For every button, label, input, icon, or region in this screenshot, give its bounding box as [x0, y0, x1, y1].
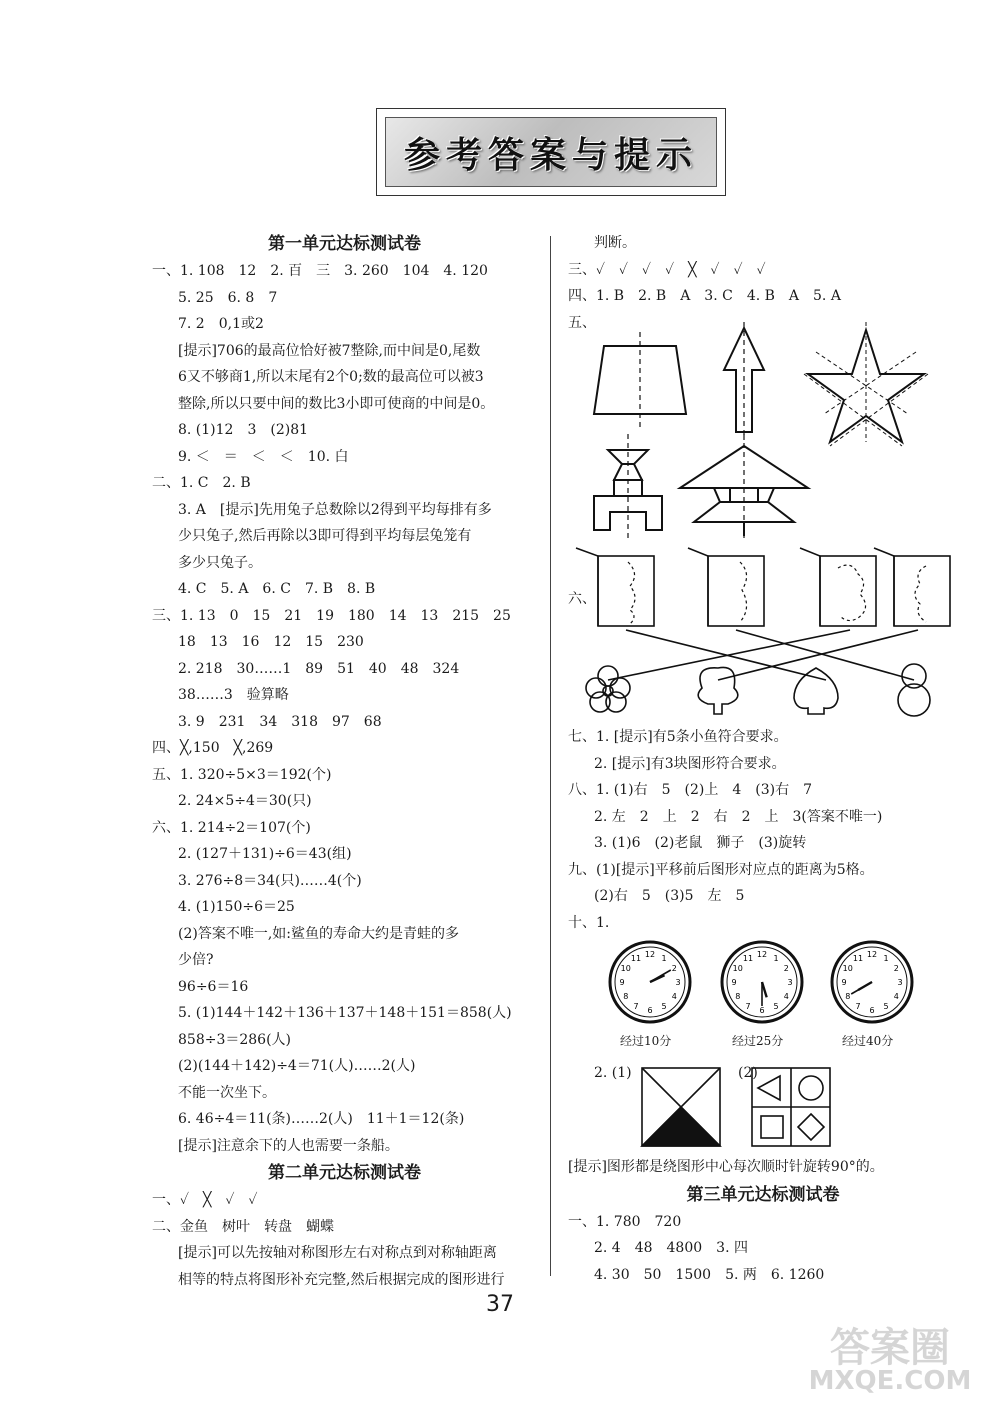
hint-line: 少只兔子,然后再除以3即可得到平均每层兔笼有	[178, 528, 472, 544]
clock-numeral: 4	[783, 992, 789, 1001]
clock-numeral: 11	[630, 953, 642, 963]
answer-line: 18 13 16 12 15 230	[178, 634, 364, 650]
title-banner-inner	[385, 117, 717, 187]
clock-numeral: 3	[897, 978, 903, 987]
unit1-title: 第一单元达标测试卷	[268, 234, 421, 254]
clock-numeral: 9	[731, 978, 737, 987]
answer-line: 8. (1)12 3 (2)81	[178, 422, 309, 438]
clock-numeral: 12	[644, 950, 656, 959]
answer-line: 2. 218 30……1 89 51 40 48 324	[178, 660, 460, 677]
symmetry-figures-svg	[568, 322, 958, 540]
unit3-title: 第三单元达标测试卷	[686, 1184, 840, 1205]
watermark-text: 答案圈	[830, 1325, 950, 1371]
answer-line: 七、1. [提示]有5条小鱼符合要求。	[568, 729, 788, 745]
answer-line: 少倍?	[178, 952, 214, 968]
unit2-title: 第二单元达标测试卷	[268, 1163, 421, 1183]
answer-line: 38……3 验算略	[178, 687, 289, 703]
clock-label-3: 经过40分	[842, 1034, 894, 1048]
clock-label-2: 经过25分	[732, 1034, 784, 1048]
hint-line: 相等的特点将图形补充完整,然后根据完成的图形进行	[178, 1271, 505, 1288]
clock-numeral: 3	[787, 978, 793, 987]
answer-line: 四、1. B 2. B A 3. C 4. B A 5. A	[568, 288, 841, 304]
clock-numeral: 10	[842, 964, 853, 973]
clock-numeral: 5	[773, 1002, 779, 1012]
hint-line: [提示]可以先按轴对称图形左右对称点到对称轴距离	[178, 1245, 497, 1261]
answer-line: 96÷6＝16	[178, 978, 249, 995]
watermark-url: MXQE.COM	[808, 1366, 972, 1396]
clock-numeral: 1	[661, 953, 667, 963]
clock-numeral: 5	[661, 1002, 667, 1012]
answer-line: 一、1. 108 12 2. 百 三 3. 260 104 4. 120	[152, 263, 488, 279]
clock-numeral: 8	[623, 992, 629, 1001]
clock-minute-hand	[851, 982, 872, 994]
page-title: 参考答案与提示	[403, 134, 698, 176]
answer-line: 3. A [提示]先用兔子总数除以2得到平均每排有多	[178, 501, 492, 518]
answer-line: 不能一次坐下。	[178, 1084, 276, 1101]
clock-numeral: 7	[745, 1002, 751, 1012]
answer-line: 五、1. 320÷5×3＝192(个)	[152, 766, 332, 783]
clock-numeral: 9	[841, 978, 847, 987]
answer-line: 二、金鱼 树叶 转盘 蝴蝶	[152, 1218, 334, 1235]
clock-numeral: 4	[671, 992, 677, 1001]
clock-numeral: 3	[675, 978, 681, 987]
rotation-figures	[568, 1066, 958, 1150]
hint-line: 多少只兔子。	[178, 554, 262, 571]
clock-numeral: 1	[773, 953, 779, 963]
clock-numeral: 8	[845, 992, 851, 1001]
clock-numeral: 5	[883, 1002, 889, 1012]
clock-numeral: 6	[647, 1006, 653, 1015]
answer-line: 4. 30 50 1500 5. 两 6. 1260	[594, 1266, 825, 1283]
answer-line: 八、1. (1)右 5 (2)上 4 (3)右 7	[568, 782, 813, 798]
answer-line: 九、(1)[提示]平移前后图形对应点的距离为5格。	[568, 861, 874, 878]
clock-numeral: 8	[735, 992, 741, 1001]
answer-line: 2. 左 2 上 2 右 2 上 3(答案不唯一)	[594, 808, 883, 825]
clock-numeral: 7	[633, 1002, 639, 1012]
answer-line: 五、	[568, 314, 596, 331]
answer-line: (2)右 5 (3)5 左 5	[594, 888, 745, 904]
answer-line: 2. 4 48 4800 3. 四	[594, 1240, 748, 1256]
clock-numeral: 11	[742, 953, 754, 963]
answer-line: 一、✓ ╳ ✓ ✓	[152, 1192, 258, 1208]
answer-line: 4. (1)150÷6＝25	[178, 899, 295, 915]
hint-line: [提示]注意余下的人也需要一条船。	[178, 1137, 399, 1154]
symmetry-figures	[568, 322, 958, 540]
answer-line: 2. 24×5÷4＝30(只)	[178, 793, 312, 809]
answer-line: (2)(144＋142)÷4＝71(人)……2(人)	[178, 1058, 416, 1074]
answer-line: 四、╳,150 ╳,269	[152, 740, 274, 756]
clock-numeral: 4	[893, 992, 899, 1001]
flower-shape	[586, 666, 630, 712]
answer-line: 5. (1)144＋142＋136＋137＋148＋151＝858(人)	[178, 1005, 512, 1021]
answer-line: 3. 276÷8＝34(只)……4(个)	[178, 872, 362, 889]
folded-paper-svg	[568, 538, 958, 718]
spade-shape	[794, 668, 838, 714]
hint-line: 整除,所以只要中间的数比3小即可使商的中间是0。	[178, 395, 495, 412]
clock-figures	[568, 938, 958, 1046]
hint-line: 6又不够商1,所以末尾有2个0;数的最高位可以被3	[178, 369, 484, 385]
hint-line: [提示]706的最高位恰好被7整除,而中间是0,尾数	[178, 342, 481, 359]
clock-numeral: 2	[671, 964, 677, 973]
clock-numeral: 2	[893, 964, 899, 973]
snowman-shape	[898, 664, 930, 716]
answer-line: 5. 25 6. 8 7	[178, 289, 278, 306]
watermark-logo	[790, 1310, 990, 1400]
clock-numeral: 2	[783, 964, 789, 973]
answer-line: (2)答案不唯一,如:鲨鱼的寿命大约是青蛙的多	[178, 925, 459, 942]
answer-line: 三、1. 13 0 15 21 19 180 14 13 215 25	[152, 607, 511, 624]
answer-line: 4. C 5. A 6. C 7. B 8. B	[178, 581, 376, 597]
clock-numeral: 11	[852, 953, 864, 963]
right-column	[568, 230, 958, 1288]
clock-numeral: 6	[869, 1006, 875, 1015]
answer-line: 3. (1)6 (2)老鼠 狮子 (3)旋转	[594, 835, 807, 851]
clock-numeral: 12	[756, 950, 768, 959]
clock-numeral: 10	[732, 964, 743, 973]
clock-numeral: 12	[866, 950, 878, 959]
answer-line: 6. 46÷4＝11(条)……2(人) 11＋1＝12(条)	[178, 1111, 465, 1127]
answer-line: 三、✓ ✓ ✓ ✓ ╳ ✓ ✓ ✓	[568, 261, 766, 278]
clock-numeral: 6	[759, 1006, 765, 1015]
column-divider	[550, 236, 551, 1276]
clock-numeral: 7	[855, 1002, 861, 1012]
answer-line: 7. 2 0,1或2	[178, 316, 264, 332]
section-six-label: 六、	[568, 591, 596, 607]
answer-line: 判断。	[594, 235, 636, 251]
answer-line: 2. (127＋131)÷6＝43(组)	[178, 846, 352, 862]
answer-line: 一、1. 780 720	[568, 1213, 682, 1230]
page-number: 37	[486, 1292, 514, 1317]
title-banner	[376, 108, 726, 196]
clock-minute-hand	[650, 970, 671, 982]
clocks-svg	[568, 938, 958, 1046]
clock-numeral: 10	[620, 964, 631, 973]
tree-shape	[698, 667, 738, 714]
clock-numeral: 1	[883, 953, 889, 963]
left-column	[152, 230, 537, 1293]
answer-line: 十、1.	[568, 914, 610, 931]
q10-2-label-1: 2. (1)	[594, 1065, 632, 1081]
answer-line: 858÷3＝286(人)	[178, 1031, 292, 1048]
answer-line: 六、1. 214÷2＝107(个)	[152, 819, 311, 836]
answer-line: 二、1. C 2. B	[152, 475, 251, 491]
clock-numeral: 9	[619, 978, 625, 987]
answer-line: 9. ＜ ＝ ＜ ＜ 10. 白	[178, 448, 349, 465]
hint-line: [提示]图形都是绕图形中心每次顺时针旋转90°的。	[568, 1159, 884, 1175]
q10-2-label-2: (2)	[738, 1065, 758, 1081]
folded-paper-figures	[568, 538, 958, 718]
answer-line: 2. [提示]有3块图形符合要求。	[594, 755, 786, 772]
clock-label-1: 经过10分	[620, 1034, 672, 1048]
answer-line: 3. 9 231 34 318 97 68	[178, 713, 382, 730]
